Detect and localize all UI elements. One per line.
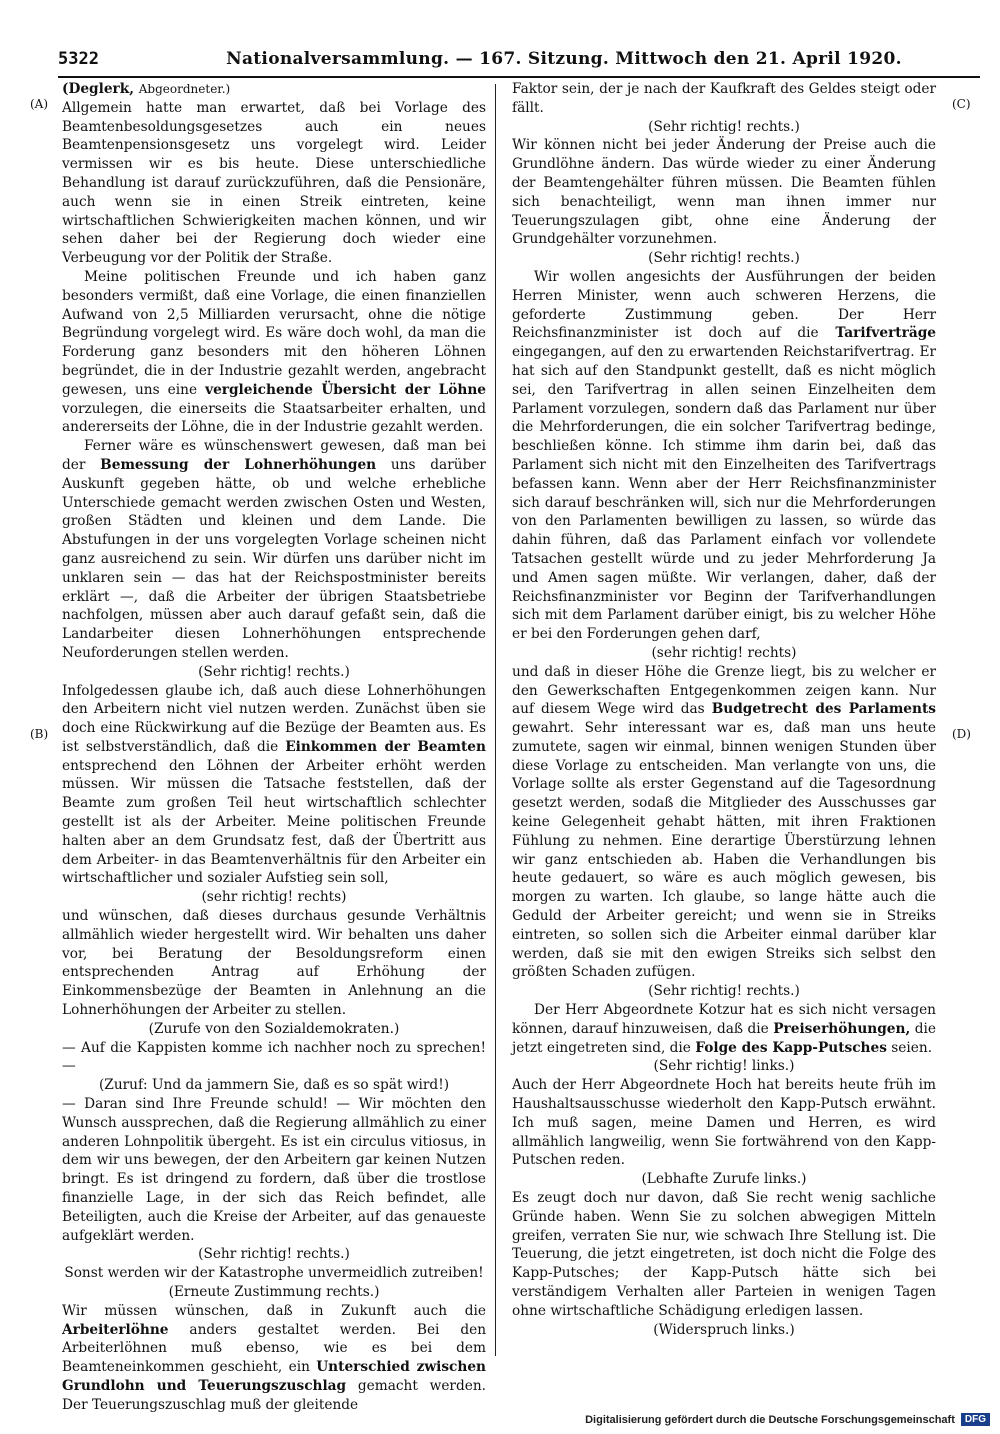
text-run: Meine politischen Freunde und ich haben ganz besonders vermißt, daß eine Vorlage, die einen finanziellen Aufwand von 2,5 Milliarden verursacht, ohne die nötige Begründung vorgelegt wird. Es wäre doch wohl, da man die Forderung ganz besonders mit den höheren Löhnen begründet, die in der Industrie gezahlt werden, angebracht gewesen, uns eine: [62, 268, 486, 398]
text-run: uns darüber Auskunft gegeben hätte, ob und welche erhebliche Unterschiede gemacht werden zwischen Osten und Westen, großen Städten und kleinen und dem Lande. Die Abstufungen in der uns vorgelegten Vorlage scheinen nicht ganz ausreichend zu sein. Wir dürfen uns darüber nicht im unklaren sein — das hat der Reichspostminister bereits erklärt —, daß die Arbeiter der übrigen Staatsbetriebe nachfolgen, müssen aber auch darauf gefaßt sein, daß die Landarbeiter diesen Lohnerhöhungen entsprechende Neuforderungen stellen werden.: [62, 456, 486, 661]
emphasis-text: Tarifverträge: [835, 325, 936, 342]
paragraph: [62, 682, 486, 889]
paragraph: Sonst werden wir der Katastrophe unvermeidlich zutreiben!: [64, 1265, 484, 1282]
interjection: (sehr richtig! rechts): [201, 889, 347, 906]
page-number: 5322: [58, 49, 99, 69]
paragraph: — Auf die Kappisten komme ich nachher noch zu sprechen! —: [62, 1039, 486, 1075]
speaker-role: Abgeordneter.): [138, 82, 231, 96]
paragraph: [512, 663, 936, 983]
interjection: (Sehr richtig! links.): [653, 1058, 795, 1075]
text-run: gemacht werden. Der Teuerungszuschlag muß der gleitende: [62, 1377, 486, 1413]
paragraph: — Daran sind Ihre Freunde schuld! — Wir möchten den Wunsch aussprechen, daß die Regierung allmählich zu einer anderen Lohnpolitik übergeht. Es ist ein circulus vitiosus, in dem wir uns bewegen, der den Arbeitern gar keinen Nutzen bringt. Es ist dringend zu fordern, daß über die trostlose finanzielle Lage, in der sich das Reich befindet, alle Beteiligten, auch die Kreise der Arbeiter, auf das genaueste aufgeklärt werden.: [62, 1096, 486, 1244]
margin-marker-c: (C): [952, 97, 971, 111]
paragraph: [62, 437, 486, 663]
paragraph: [62, 1302, 486, 1415]
emphasis-text: Unterschied zwischen Grundlohn und Teuerungszuschlag: [62, 1359, 486, 1394]
paragraph: [512, 1001, 936, 1057]
speaker-attribution: [62, 80, 486, 99]
right-column: [512, 80, 936, 1339]
margin-marker-a: (A): [30, 97, 49, 111]
paragraph: [62, 268, 486, 437]
interjection: (Zuruf: Und da jammern Sie, daß es so spät wird!): [98, 1077, 450, 1094]
text-run: und daß in dieser Höhe die Grenze liegt, bis zu welcher er den Gewerkschaften Entgegenkommen zeigen kann. Nur auf diesem Wege wird das: [512, 663, 936, 718]
interjection: (Erneute Zustimmung rechts.): [168, 1284, 380, 1300]
paragraph: Allgemein hatte man erwartet, daß bei Vorlage des Beamtenbesoldungsgesetzes auch ein neues Beamtenpensionsgesetz uns vorgelegt wird. Leider vermissen wir es bis heute. Diese unterschiedliche Behandlung ist darauf zurückzuführen, daß die Pensionäre, auch wenn sie in einen Streik eintreten, keine wirtschaftlichen Schwierigkeiten machen können, und wir sehen daher bei der Regierung doch wieder eine Verbeugung vor der Politik der Straße.: [62, 99, 486, 267]
paragraph: Wir können nicht bei jeder Änderung der Preise auch die Grundlöhne ändern. Das würde wieder zu einer Änderung der Beamtengehälter führen müssen. Die Beamten fühlen sich benachteiligt, wenn man ihnen immer nur Teuerungszulagen gibt, ohne eine Änderung der Grundgehälter vorzunehmen.: [512, 137, 936, 248]
text-run: seien.: [891, 1039, 933, 1056]
column-divider: [495, 84, 496, 1356]
text-run: entsprechend den Löhnen der Arbeiter erhöht werden müssen. Wir müssen die Tatsache feststellen, daß der Beamte zum großen Teil heut wirtschaftlich schlechter gestellt ist als der Arbeiter. Meine politischen Freunde halten aber an dem Grundsatz fest, daß der Übertritt aus dem Arbeiter- in das Beamtenverhältnis für den Arbeiter ein wirtschaftlicher und sozialer Aufstieg sein soll,: [62, 757, 486, 887]
interjection: (Zurufe von den Sozialdemokraten.): [148, 1020, 400, 1037]
interjection: (Sehr richtig! rechts.): [198, 1246, 350, 1263]
text-run: vorzulegen, die einerseits die Staatsarbeiter erhalten, und andererseits der Löhne, die in der Industrie gezahlt werden.: [62, 400, 486, 436]
text-run: Der Herr Abgeordnete Kotzur hat es sich nicht versagen können, darauf hinzuweisen, daß die: [512, 1002, 936, 1037]
speaker-name: (Deglerk,: [62, 81, 134, 97]
emphasis-text: Bemessung der Lohnerhöhungen: [100, 456, 377, 473]
paragraph: Auch der Herr Abgeordnete Hoch hat bereits heute früh im Haushaltsausschusse wiederholt den Kapp-Putsch erwähnt. Ich muß sagen, meine Damen und Herren, es wird allmählich langweilig, wenn Sie fortwährend von den Kapp-Putschen reden.: [512, 1077, 936, 1169]
paragraph: [512, 268, 936, 644]
text-run: eingegangen, auf den zu erwartenden Reichstarifvertrag. Er hat sich auf den Standpunkt gestellt, daß es nicht möglich sei, den Tarifvertrag in allen seinen Einzelheiten dem Parlament vorzulegen, sondern daß das Parlament nur über die Mehrforderungen, die ein solcher Tarifvertrag bedinge, beschließen könne. Ich stimme ihm darin bei, daß das Parlament sich nicht mit den Einzelheiten des Tarifvertrags befassen kann. Wenn aber der Herr Reichsfinanzminister sich darauf beschränken will, sich nur die Mehrforderungen von den Parlamenten bewilligen zu lassen, so würde das dahin führen, daß das Parlament einfach vor vollendete Tatsachen gestellt würde und zu jeder Mehrforderung Ja und Amen sagen müßte. Wir verlangen, daher, daß der Reichsfinanzminister vor Beginn der Tarifverhandlungen sich mit dem Parlament darüber einigt, bis zu welcher Höhe er bei den Forderungen gehen darf,: [512, 344, 936, 643]
interjection: (Sehr richtig! rechts.): [648, 250, 800, 267]
emphasis-text: Einkommen der Beamten: [285, 738, 486, 755]
paragraph: Es zeugt doch nur davon, daß Sie recht wenig sachliche Gründe haben. Wenn Sie zu solchen abwegigen Mitteln greifen, verraten Sie nur, wie schwach Ihre Stellung ist. Die Teuerung, die jetzt eingetreten, ist doch nicht die Folge des Kapp-Putsches; der Kapp-Putsch hätte sich bei verständigem Verhalten aller Parteien in wenigen Tagen ohne wirtschaftliche Schädigung erledigen lassen.: [512, 1190, 936, 1319]
text-run: Wir wollen angesichts der Ausführungen der beiden Herren Minister, wenn auch schweren Herzens, die geforderte Zustimmung geben. Der Herr Reichsfinanzminister ist doch auf die: [512, 268, 936, 342]
text-run: gewahrt. Sehr interessant war es, daß man uns heute zumutete, sagen wir einmal, binnen wenigen Stunden über diese Vorlage zu entscheiden. Man verlangte von uns, die Vorlage sollte als erster Gegenstand auf die Tagesordnung gesetzt werden, sodaß die Mitglieder des Ausschusses gar keine Gelegenheit gehabt hätten, mit ihren Fraktionen Fühlung zu nehmen. Eine derartige Überstürzung lehnen wir ganz entschieden ab. Haben die Verhandlungen bis heute gedauert, so wäre es auch möglich gewesen, bis morgen zu warten. Ich glaube, so lange hätte auch die Geduld der Arbeiter gereicht; und wenn sie in Streiks eintreten, so sollen sich die Arbeiter einmal darüber klar werden, daß sie mit den ewigen Streiks sich selbst den größten Schaden zufügen.: [512, 720, 936, 981]
page-header: [58, 46, 980, 78]
margin-marker-b: (B): [30, 727, 49, 741]
paragraph: und wünschen, daß dieses durchaus gesunde Verhältnis allmählich wieder hergestellt wird. Wir behalten uns daher vor, bei Beratung der Besoldungsreform einen entsprechenden Antrag auf Erhöhung der Einkommensbezüge der Beamten in Anlehnung an die Lohnerhöhungen der Arbeiter zu stellen.: [62, 908, 486, 1019]
interjection: (Sehr richtig! rechts.): [198, 663, 350, 680]
emphasis-text: Preiserhöhungen,: [773, 1020, 911, 1037]
emphasis-text: vergleichende Übersicht der Löhne: [205, 381, 486, 398]
footer-text: Digitalisierung gefördert durch die Deutsche Forschungsgemeinschaft: [585, 1413, 955, 1426]
interjection: (Lebhafte Zurufe links.): [641, 1171, 807, 1188]
text-run: die jetzt eingetreten sind, die: [512, 1020, 936, 1056]
text-run: Ferner wäre es wünschenswert gewesen, daß man bei der: [62, 438, 486, 473]
dfg-logo: DFG: [961, 1413, 990, 1426]
interjection: (Widerspruch links.): [653, 1321, 795, 1338]
left-column: [62, 80, 486, 1415]
interjection: (Sehr richtig! rechts.): [648, 118, 800, 135]
emphasis-text: Folge des Kapp-Putsches: [695, 1039, 887, 1056]
text-run: anders gestaltet werden. Bei den Arbeiterlöhnen muß ebenso, wie es bei dem Beamteneinkommen geschieht, ein: [62, 1321, 487, 1376]
interjection: (sehr richtig! rechts): [651, 644, 797, 661]
text-run: Infolgedessen glaube ich, daß auch diese Lohnerhöhungen den Arbeitern nicht viel nutzen werden. Zunächst üben sie doch eine Rückwirkung auf die Bezüge der Beamten aus. Es ist selbstverständlich, daß die: [62, 682, 486, 755]
interjection: (Sehr richtig! rechts.): [648, 983, 800, 1000]
emphasis-text: Arbeiterlöhne: [62, 1321, 169, 1338]
paragraph: Faktor sein, der je nach der Kaufkraft des Geldes steigt oder fällt.: [512, 81, 936, 116]
text-run: Wir müssen wünschen, daß in Zukunft auch die: [62, 1302, 486, 1319]
margin-marker-d: (D): [952, 727, 971, 741]
digitization-footer: [585, 1413, 990, 1426]
emphasis-text: Budgetrecht des Parlaments: [711, 701, 936, 718]
header-title: Nationalversammlung. — 167. Sitzung. Mittwoch den 21. April 1920.: [226, 49, 902, 69]
